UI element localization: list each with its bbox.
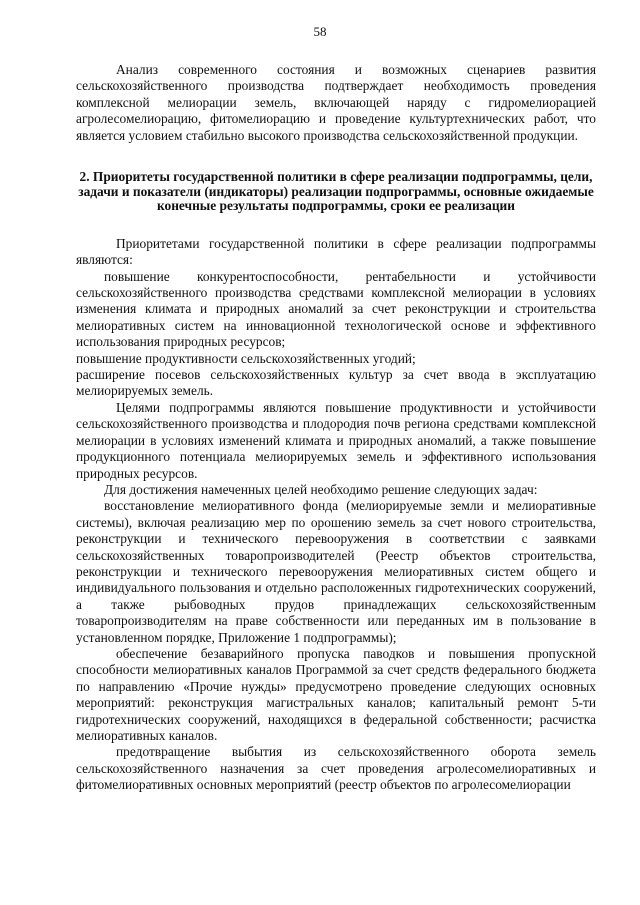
task-item: восстановление мелиоративного фонда (мелиорируемые земли и мелиоративные системы), включая реализацию мер по орошению земель за счет нового строительства, реконструкции и технического перевооружения в соответствии с заявками сельскохозяйственных товаропроизводителей (Реестр объектов строительства, реконструкции и технического перевооружения мелиоративных систем общего и индивидуального пользования и отдельно расположенных гидротехнических сооружений, а также рыбоводных прудов принадлежащих сельскохозяйственным товаропроизводителям на праве собственности или переданных им в пользование в установленном порядке, Приложение 1 подпрограммы); — [76, 498, 596, 645]
page-number: 58 — [313, 24, 327, 39]
priority-item: повышение конкурентоспособности, рентабельности и устойчивости сельскохозяйственного производства средствами комплексной мелиорации в условиях изменения климата и природных аномалий за счет реконструкции и строительства мелиоративных систем на инновационной технологической основе и эффективного использования природных ресурсов; — [76, 268, 596, 350]
task-item: обеспечение безаварийного пропуска паводков и повышения пропускной способности мелиоративных каналов Программой за счет средств федерального бюджета по направлению «Прочие нужды» предусмотрено проведение следующих основных мероприятий: реконструкция магистральных каналов; капитальный ремонт 5-ти гидротехнических сооружений, находящихся в федеральной собственности; расчистка мелиоративных каналов. — [76, 645, 596, 743]
goals-paragraph: Целями подпрограммы являются повышение продуктивности и устойчивости сельскохозяйственного производства и плодородия почв региона средствами комплексной мелиорации в условиях изменений климата и природных аномалий, а также повышение продукционного потенциала мелиорируемых земель и эффективного использования природных ресурсов. — [76, 399, 596, 481]
page-content — [76, 62, 596, 794]
priority-item: повышение продуктивности сельскохозяйственных угодий; — [76, 350, 416, 366]
priority-item: расширение посевов сельскохозяйственных культур за счет ввода в эксплуатацию мелиорируемых земель. — [76, 367, 596, 399]
tasks-intro: Для достижения намеченных целей необходимо решение следующих задач: — [104, 481, 538, 497]
intro-paragraph: Анализ современного состояния и возможных сценариев развития сельскохозяйственного производства подтверждает необходимость проведения комплексной мелиорации земель, включающей наряду с гидромелиорацией агролесомелиорацию, фитомелиорацию и проведение культуртехнических работ, что является условием стабильно высокого производства сельскохозяйственной продукции. — [76, 62, 596, 143]
task-item: предотвращение выбытия из сельскохозяйственного оборота земель сельскохозяйственного назначения за счет проведения агролесомелиоративных и фитомелиоративных основных мероприятий (реестр объектов по агролесомелиорации — [76, 744, 596, 793]
priorities-intro: Приоритетами государственной политики в сфере реализации подпрограммы являются: — [76, 235, 596, 268]
section-heading: 2. Приоритеты государственной политики в сфере реализации подпрограммы, цели, задачи и показатели (индикаторы) реализации подпрограммы, основные ожидаемые конечные результаты подпрограммы, сроки ее реализации — [78, 169, 594, 214]
